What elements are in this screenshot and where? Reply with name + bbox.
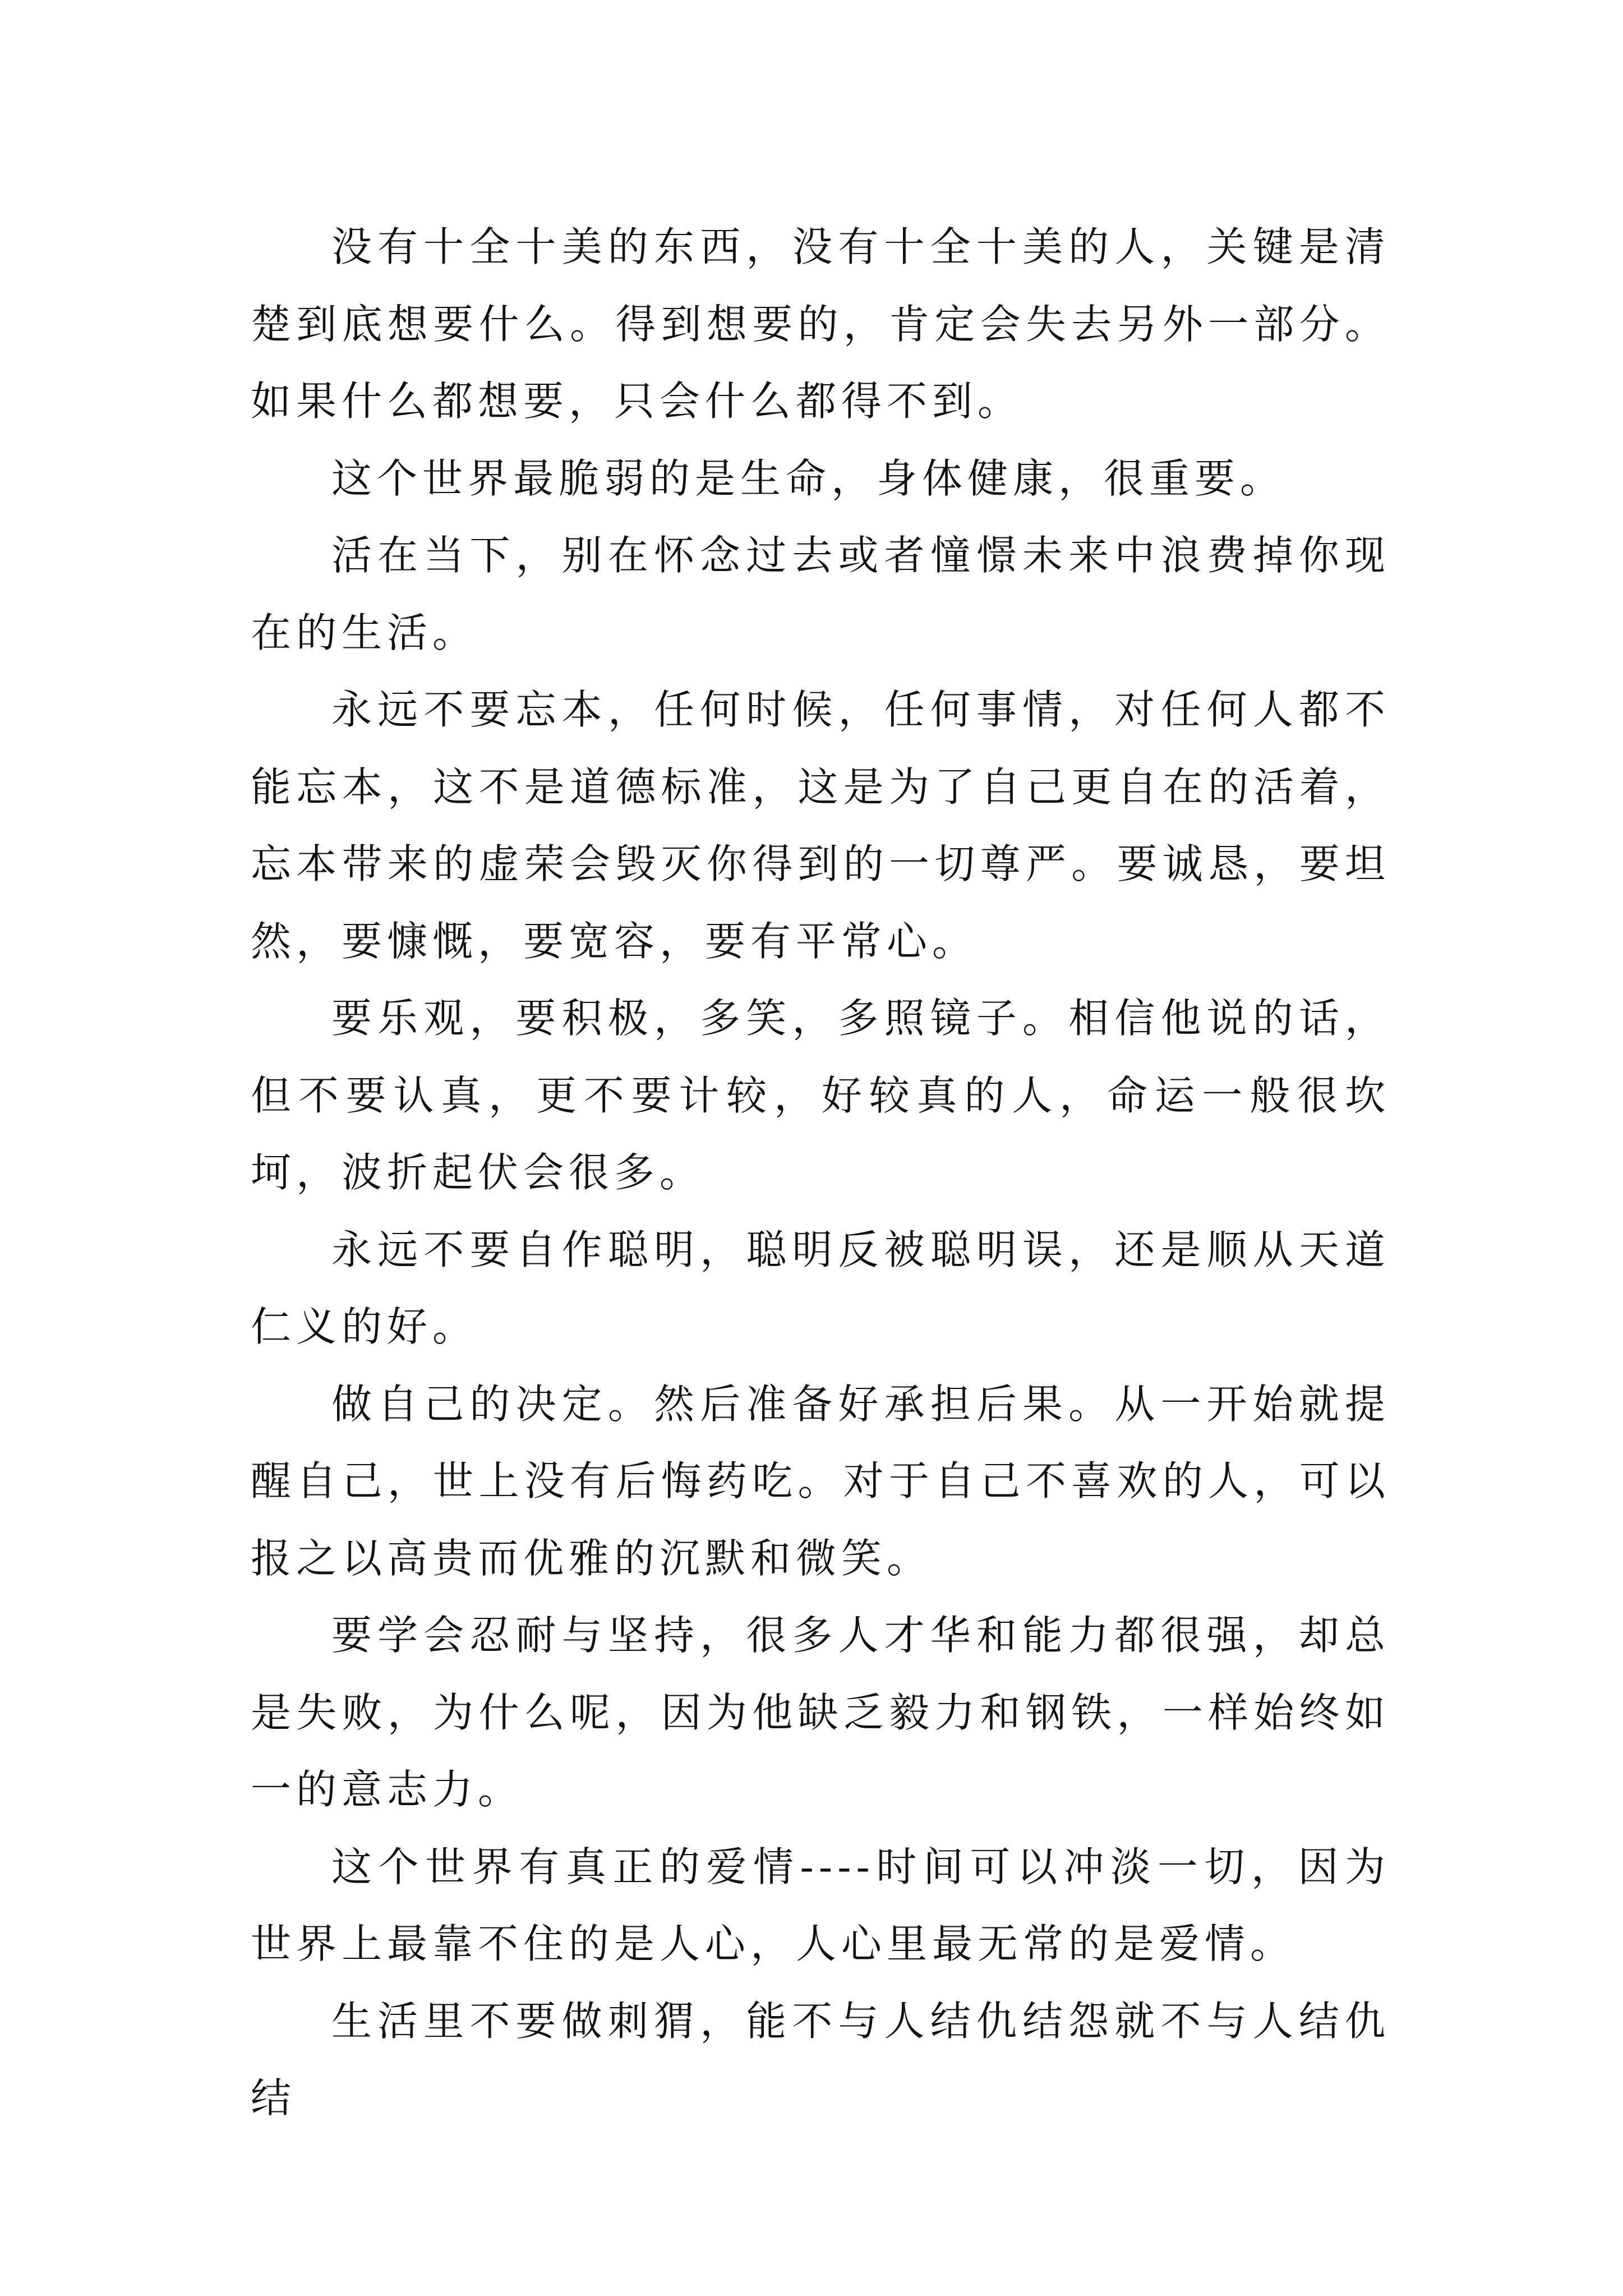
paragraph: 生活里不要做刺猬，能不与人结仇结怨就不与人结仇结	[251, 1997, 1390, 2122]
paragraph: 没有十全十美的东西，没有十全十美的人，关键是清楚到底想要什么。得到想要的，肯定会失去另外一部分。如果什么都想要，只会什么都得不到。	[251, 223, 1390, 425]
paragraph: 永远不要自作聪明，聪明反被聪明误，还是顺从天道仁义的好。	[251, 1226, 1390, 1350]
document-body	[251, 209, 1390, 2137]
paragraph: 活在当下，别在怀念过去或者憧憬未来中浪费掉你现在的生活。	[251, 532, 1390, 656]
paragraph: 要学会忍耐与坚持，很多人才华和能力都很强，却总是失败，为什么呢，因为他缺乏毅力和钢铁，一样始终如一的意志力。	[251, 1612, 1390, 1813]
paragraph: 做自己的决定。然后准备好承担后果。从一开始就提醒自己，世上没有后悔药吃。对于自己不喜欢的人，可以报之以高贵而优雅的沉默和微笑。	[251, 1380, 1390, 1582]
paragraph: 要乐观，要积极，多笑，多照镜子。相信他说的话，但不要认真，更不要计较，好较真的人，命运一般很坎坷，波折起伏会很多。	[251, 995, 1390, 1196]
paragraph: 永远不要忘本，任何时候，任何事情，对任何人都不能忘本，这不是道德标准，这是为了自己更自在的活着，忘本带来的虚荣会毁灭你得到的一切尊严。要诚恳，要坦然，要慷慨，要宽容，要有平常心。	[251, 686, 1390, 965]
paragraph: 这个世界有真正的爱情----时间可以冲淡一切，因为世界上最靠不住的是人心，人心里最无常的是爱情。	[251, 1843, 1390, 1967]
paragraph: 这个世界最脆弱的是生命，身体健康，很重要。	[331, 454, 1286, 502]
